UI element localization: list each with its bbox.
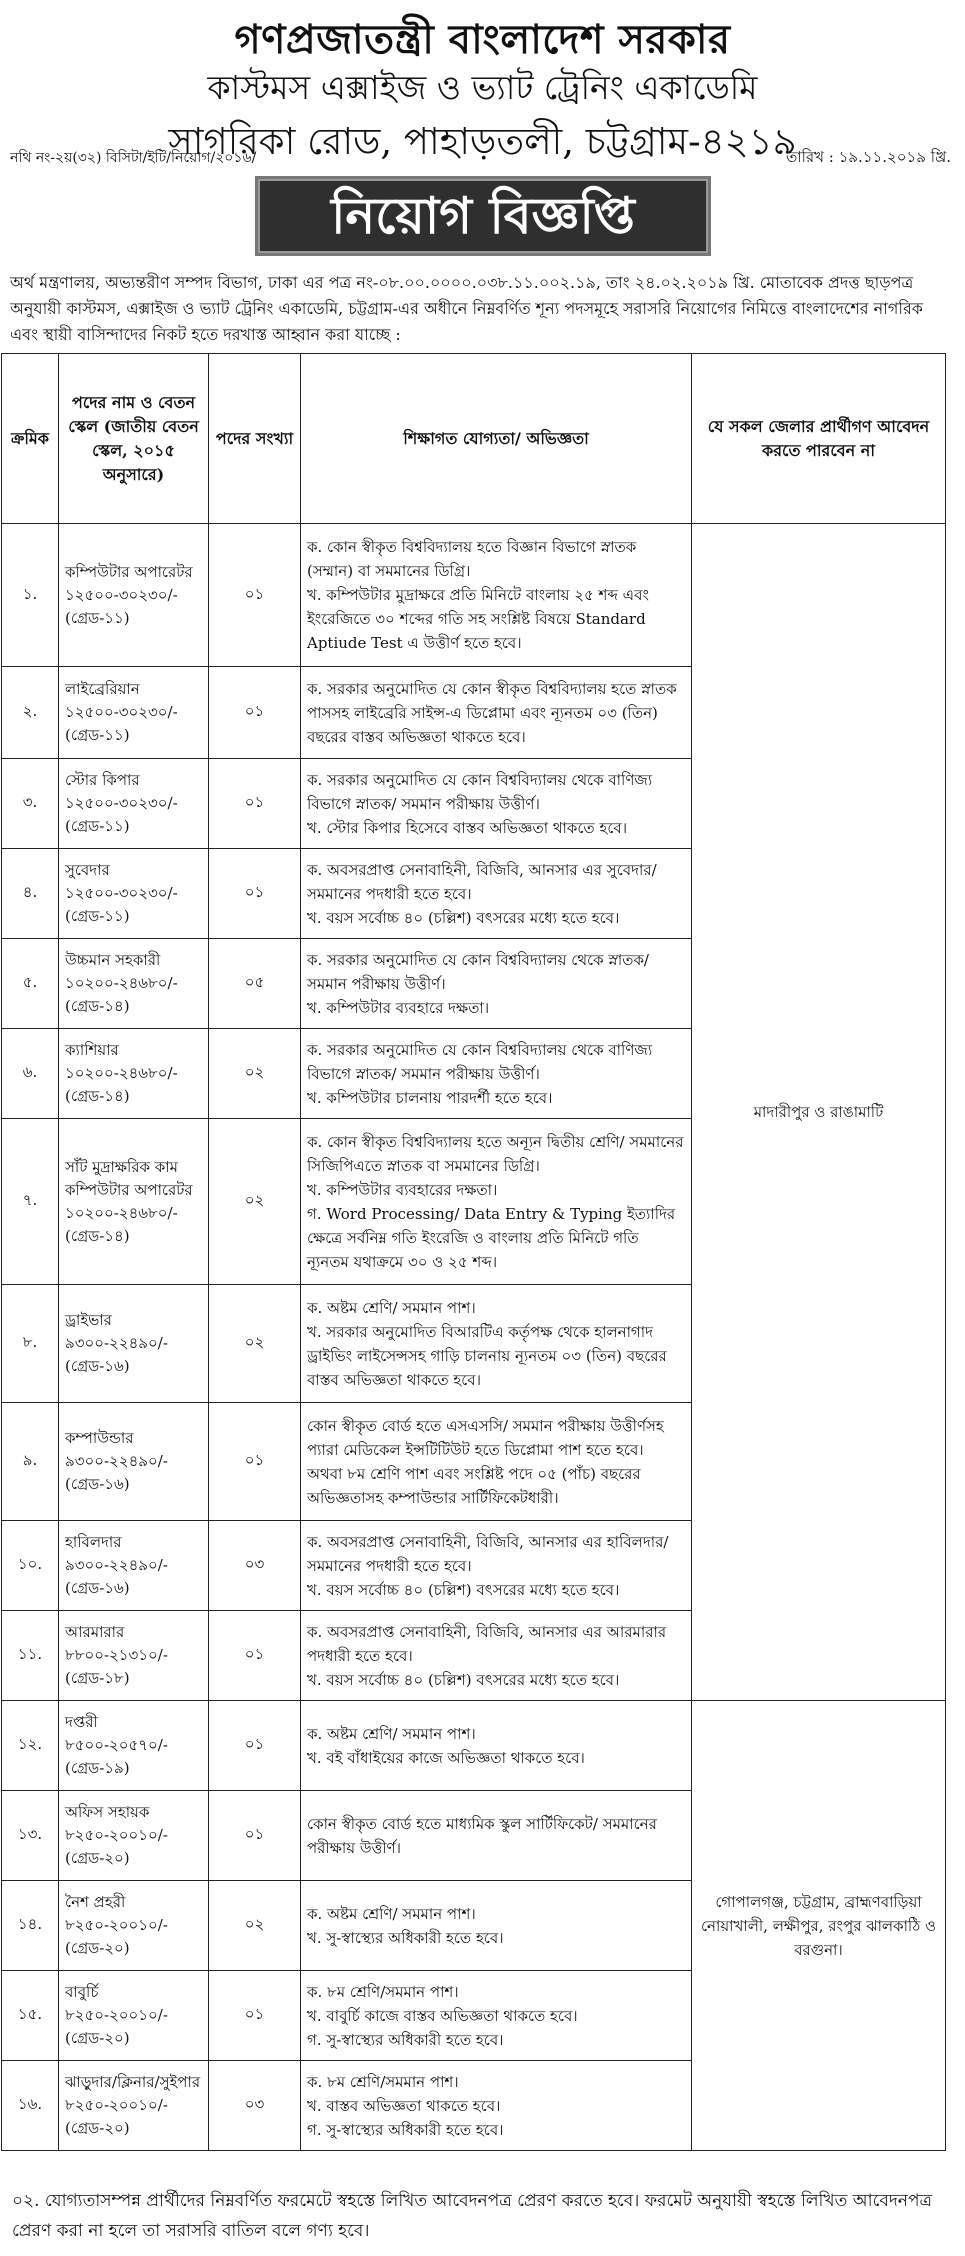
qualification-line: খ. কম্পিউটার ব্যবহারে দক্ষতা। <box>307 998 490 1017</box>
row-qualification <box>301 1029 692 1119</box>
row-serial: ৫. <box>2 939 59 1029</box>
table-row <box>2 1701 946 1791</box>
row-qualification <box>301 524 692 667</box>
row-post: হাবিলদার ৯৩০০-২২৪৯০/- (গ্রেড-১৬) <box>59 1521 209 1611</box>
row-count: ০৫ <box>209 939 301 1029</box>
row-serial: ৭. <box>2 1119 59 1285</box>
row-post: কম্পাউন্ডার ৯৩০০-২২৪৯০/- (গ্রেড-১৬) <box>59 1403 209 1521</box>
row-count: ০২ <box>209 1029 301 1119</box>
qualification-line: ক. অষ্টম শ্রেণি/ সমমান পাশ। <box>307 1724 476 1743</box>
row-qualification <box>301 849 692 939</box>
row-qualification <box>301 1285 692 1403</box>
qualification-line: ক. অবসরপ্রাপ্ত সেনাবাহিনী, বিজিবি, আনসার এর হাবিলদার/ সমমানের পদধারী হতে হবে। <box>307 1532 669 1575</box>
qualification-line: খ. কম্পিউটার ব্যবহারের দক্ষতা। <box>307 1180 498 1199</box>
row-count: ০২ <box>209 1119 301 1285</box>
qualification-line: ক. সরকার অনুমোদিত যে কোন স্বীকৃত বিশ্ববিদ্যালয় হতে স্নাতক পাসসহ লাইব্রেরি সাইন্স-এ ডিপ্লোমা এবং ন্যূনতম ০৩ (তিন) বছরের বাস্তব অভিজ্ঞতা থাকতে হবে। <box>307 679 677 746</box>
qualification-line: খ. কম্পিউটার মুদ্রাক্ষরে প্রতি মিনিটে বাংলায় ২৫ শব্দ এবং ইংরেজিতে ৩০ শব্দের গতি সহ সংশ্লিষ্ট বিষয়ে Standard Aptiude Test এ উত্তীর্ণ হতে হবে। <box>307 586 649 652</box>
row-count: ০১ <box>209 1403 301 1521</box>
header-serial: ক্রমিক <box>2 354 59 524</box>
row-serial: ২. <box>2 667 59 759</box>
row-serial: ৮. <box>2 1285 59 1403</box>
qualification-line: খ. বয়স সর্বোচ্চ ৪০ (চল্লিশ) বৎসরের মধ্যে হতে হবে। <box>307 1670 620 1689</box>
row-qualification <box>301 939 692 1029</box>
row-qualification <box>301 1881 692 1971</box>
qualification-line: খ. বয়স সর্বোচ্চ ৪০ (চল্লিশ) বৎসরের মধ্যে হতে হবে। <box>307 908 620 927</box>
qualification-line: ক. অষ্টম শ্রেণি/ সমমান পাশ। <box>307 1298 476 1317</box>
qualification-line: ক. অষ্টম শ্রেণি/ সমমান পাশ। <box>307 1904 476 1923</box>
row-serial: ১৩. <box>2 1791 59 1881</box>
row-qualification <box>301 1119 692 1285</box>
row-post: স্টোর কিপার ১২৫০০-৩০২৩০/- (গ্রেড-১১) <box>59 759 209 849</box>
qualification-line: ক. কোন স্বীকৃত বিশ্ববিদ্যালয় হতে অন্যূন দ্বিতীয় শ্রেণি/ সমমানের সিজিপিএতে স্নাতক বা সমমানের ডিগ্রি। <box>307 1132 684 1175</box>
reference-number: নথি নং-২য়(৩২) বিসিটা/ইটি/নিয়োগ/২০১৬/ <box>10 150 257 166</box>
qualification-line: ক. কোন স্বীকৃত বিশ্ববিদ্যালয় হতে বিজ্ঞান বিভাগে স্নাতক (সম্মান) বা সমমানের ডিগ্রি। <box>307 538 637 580</box>
qualification-line: খ. স্টোর কিপার হিসেবে বাস্তব অভিজ্ঞতা থাকতে হবে। <box>307 818 628 837</box>
vacancy-rows <box>2 524 946 2151</box>
row-post: কম্পিউটার অপারেটর ১২৫০০-৩০২৩০/- (গ্রেড-১১) <box>59 524 209 667</box>
row-count: ০১ <box>209 524 301 667</box>
notice-banner: নিয়োগ বিজ্ঞপ্তি <box>255 176 711 256</box>
academy-name: কাস্টমস এক্সাইজ ও ভ্যাট ট্রেনিং একাডেমি <box>207 68 758 107</box>
row-post: অফিস সহায়ক ৮২৫০-২০০১০/- (গ্রেড-২০) <box>59 1791 209 1881</box>
qualification-line: খ. বাবুর্চি কাজে বাস্তব অভিজ্ঞতা থাকতে হবে। <box>307 2006 578 2025</box>
qualification-line: ক. অবসরপ্রাপ্ত সেনাবাহিনী, বিজিবি, আনসার এর আরমারার পদধারী হতে হবে। <box>307 1622 667 1665</box>
vacancy-table <box>1 353 946 2151</box>
qualification-line: অথবা ৮ম শ্রেণি পাশ এবং সংশ্লিষ্ট পদে ০৫ (পাঁচ) বছরের অভিজ্ঞতাসহ কম্পাউন্ডার সার্টিফিকেটধারী। <box>307 1464 641 1507</box>
qualification-line: কোন স্বীকৃত বোর্ড হতে এসএসসি/ সমমান পরীক্ষায় উত্তীর্ণসহ প্যারা মেডিকেল ইন্সটিটিউট হতে ডিপ্লোমা পাশ হতে হবে। <box>307 1416 664 1459</box>
row-count: ০১ <box>209 759 301 849</box>
header-count: পদের সংখ্যা <box>209 354 301 524</box>
row-count: ০১ <box>209 1971 301 2061</box>
qualification-line: ক. ৮ম শ্রেণি/সমমান পাশ। <box>307 2072 459 2091</box>
row-count: ০৩ <box>209 1521 301 1611</box>
row-serial: ৪. <box>2 849 59 939</box>
row-qualification <box>301 1521 692 1611</box>
qualification-line: ক. সরকার অনুমোদিত যে কোন বিশ্ববিদ্যালয় থেকে বাণিজ্য বিভাগে স্নাতক/ সমমান পরীক্ষায় উত্তীর্ণ। <box>307 770 653 813</box>
qualification-line: ক. ৮ম শ্রেণি/সমমান পাশ। <box>307 1982 459 2001</box>
qualification-line: ক. সরকার অনুমোদিত যে কোন বিশ্ববিদ্যালয় থেকে স্নাতক/ সমমান পরীক্ষায় উত্তীর্ণ। <box>307 950 649 993</box>
academy-address: সাগরিকা রোড, পাহাড়তলী, চট্টগ্রাম-৪২১৯ <box>168 120 797 163</box>
row-serial: ১৫. <box>2 1971 59 2061</box>
districts-group-1: মাদারীপুর ও রাঙামাটি <box>692 524 946 1701</box>
row-qualification <box>301 759 692 849</box>
notice-date: তারিখ : ১৯.১১.২০১৯ খ্রি. <box>785 148 951 166</box>
row-serial: ১. <box>2 524 59 667</box>
qualification-line: খ. সরকার অনুমোদিত বিআরটিএ কর্তৃপক্ষ থেকে হালনাগাদ ড্রাইভিং লাইসেন্সসহ গাড়ি চালনায় ন্যূনতম ০৩ (তিন) বছরের বাস্তব অভিজ্ঞতা থাকতে হবে। <box>307 1322 667 1389</box>
row-post: ক্যাশিয়ার ১০২০০-২৪৬৮০/- (গ্রেড-১৪) <box>59 1029 209 1119</box>
row-serial: ৩. <box>2 759 59 849</box>
row-serial: ১১. <box>2 1611 59 1701</box>
row-post: আরমারার ৮৮০০-২১৩১০/- (গ্রেড-১৮) <box>59 1611 209 1701</box>
row-count: ০১ <box>209 849 301 939</box>
row-count: ০২ <box>209 1285 301 1403</box>
qualification-line: খ. কম্পিউটার চালনায় পারদর্শী হতে হবে। <box>307 1088 553 1107</box>
header-qualification: শিক্ষাগত যোগ্যতা/ অভিজ্ঞতা <box>301 354 692 524</box>
row-count: ০১ <box>209 1701 301 1791</box>
qualification-line: খ. বয়স সর্বোচ্চ ৪০ (চল্লিশ) বৎসরের মধ্যে হতে হবে। <box>307 1580 620 1599</box>
row-qualification <box>301 2061 692 2151</box>
row-qualification <box>301 1791 692 1881</box>
row-post: ঝাড়ুদার/ক্লিনার/সুইপার ৮২৫০-২০০১০/- (গ্রেড-২০) <box>59 2061 209 2151</box>
row-qualification <box>301 1701 692 1791</box>
qualification-line: খ. বই বাঁধাইয়ের কাজে অভিজ্ঞতা থাকতে হবে। <box>307 1748 585 1767</box>
row-post: উচ্চমান সহকারী ১০২০০-২৪৬৮০/- (গ্রেড-১৪) <box>59 939 209 1029</box>
row-serial: ১৪. <box>2 1881 59 1971</box>
qualification-line: গ. সু-স্বাস্থ্যের অধিকারী হতে হবে। <box>307 2120 504 2139</box>
row-serial: ১৬. <box>2 2061 59 2151</box>
row-count: ০১ <box>209 667 301 759</box>
qualification-line: গ. সু-স্বাস্থ্যের অধিকারী হতে হবে। <box>307 2030 504 2049</box>
row-count: ০২ <box>209 1881 301 1971</box>
districts-group-2: গোপালগঞ্জ, চট্টগ্রাম, ব্রাহ্মণবাড়িয়া নোয়াখালী, লক্ষীপুর, রংপুর ঝালকাঠি ও বরগুনা। <box>692 1701 946 2151</box>
row-qualification <box>301 667 692 759</box>
row-post: বাবুর্চি ৮২৫০-২০০১০/- (গ্রেড-২০) <box>59 1971 209 2061</box>
row-post: লাইব্রেরিয়ান ১২৫০০-৩০২৩০/- (গ্রেড-১১) <box>59 667 209 759</box>
qualification-line: কোন স্বীকৃত বোর্ড হতে মাধ্যমিক স্কুল সার্টিফিকেট/ সমমানের পরীক্ষায় উত্তীর্ণ। <box>307 1814 657 1857</box>
row-post: ড্রাইভার ৯৩০০-২২৪৯০/- (গ্রেড-১৬) <box>59 1285 209 1403</box>
row-count: ০৩ <box>209 2061 301 2151</box>
row-post: দপ্তরী ৮৫০০-২০৫৭০/- (গ্রেড-১৯) <box>59 1701 209 1791</box>
row-post: সাঁট মুদ্রাক্ষরিক কাম কম্পিউটার অপারেটর ১০২০০-২৪৬৮০/- (গ্রেড-১৪) <box>59 1119 209 1285</box>
row-qualification <box>301 1971 692 2061</box>
row-post: নৈশ প্রহরী ৮২৫০-২০০১০/- (গ্রেড-২০) <box>59 1881 209 1971</box>
qualification-line: ক. সরকার অনুমোদিত যে কোন বিশ্ববিদ্যালয় থেকে বাণিজ্য বিভাগে স্নাতক/ সমমান পরীক্ষায় উত্তীর্ণ। <box>307 1040 653 1083</box>
row-serial: ৯. <box>2 1403 59 1521</box>
row-qualification <box>301 1403 692 1521</box>
header-districts: যে সকল জেলার প্রার্থীগণ আবেদন করতে পারবেন না <box>692 354 946 524</box>
office-title: গণপ্রজাতন্ত্রী বাংলাদেশ সরকার <box>234 16 731 63</box>
row-qualification <box>301 1611 692 1701</box>
row-serial: ৬. <box>2 1029 59 1119</box>
qualification-line: ক. অবসরপ্রাপ্ত সেনাবাহিনী, বিজিবি, আনসার এর সুবেদার/ সমমানের পদধারী হতে হবে। <box>307 860 657 903</box>
row-count: ০১ <box>209 1611 301 1701</box>
row-post: সুবেদার ১২৫০০-৩০২৩০/- (গ্রেড-১১) <box>59 849 209 939</box>
qualification-line: খ. বাস্তব অভিজ্ঞতা থাকতে হবে। <box>307 2096 501 2115</box>
footer-note: ০২. যোগ্যতাসম্পন্ন প্রার্থীদের নিম্নবর্ণিত ফরমেটে স্বহস্তে লিখিত আবেদনপত্র প্রেরণ করতে হবে। ফরমেট অনুযায়ী স্বহস্তে লিখিত আবেদনপত্র প্রেরণ করা না হলে তা সরাসরি বাতিল বলে গণ্য হবে। <box>12 2191 932 2241</box>
qualification-line: খ. সু-স্বাস্থ্যের অধিকারী হতে হবে। <box>307 1928 504 1947</box>
table-row <box>2 524 946 667</box>
header-post: পদের নাম ও বেতন স্কেল (জাতীয় বেতন স্কেল, ২০১৫ অনুসারে) <box>59 354 209 524</box>
row-serial: ১০. <box>2 1521 59 1611</box>
qualification-line: গ. Word Processing/ Data Entry & Typing ইত্যাদির ক্ষেত্রে সর্বনিম্ন গতি ইংরেজি ও বাংলায় প্রতি মিনিটে গতি ন্যূনতম যথাক্রমে ৩০ ও ২৫ শব্দ। <box>307 1204 676 1271</box>
row-serial: ১২. <box>2 1701 59 1791</box>
intro-paragraph: অর্থ মন্ত্রণালয়, অভ্যন্তরীণ সম্পদ বিভাগ, ঢাকা এর পত্র নং-০৮.০০.০০০০.০৩৮.১১.০০২.১৯, তাং ২৪.০২.২০১৯ খ্রি. মোতাবেক প্রদত্ত ছাড়পত্র অনুযায়ী কাস্টমস, এক্সাইজ ও ভ্যাট ট্রেনিং একাডেমি, চট্টগ্রাম-এর অধীনে নিম্নবর্ণিত শূন্য পদসমূহে সরাসরি নিয়োগের নিমিত্তে বাংলাদেশের নাগরিক এবং স্থায়ী বাসিন্দাদের নিকট হতে দরখাস্ত আহ্বান করা যাচ্ছে : <box>10 273 923 344</box>
row-count: ০১ <box>209 1791 301 1881</box>
